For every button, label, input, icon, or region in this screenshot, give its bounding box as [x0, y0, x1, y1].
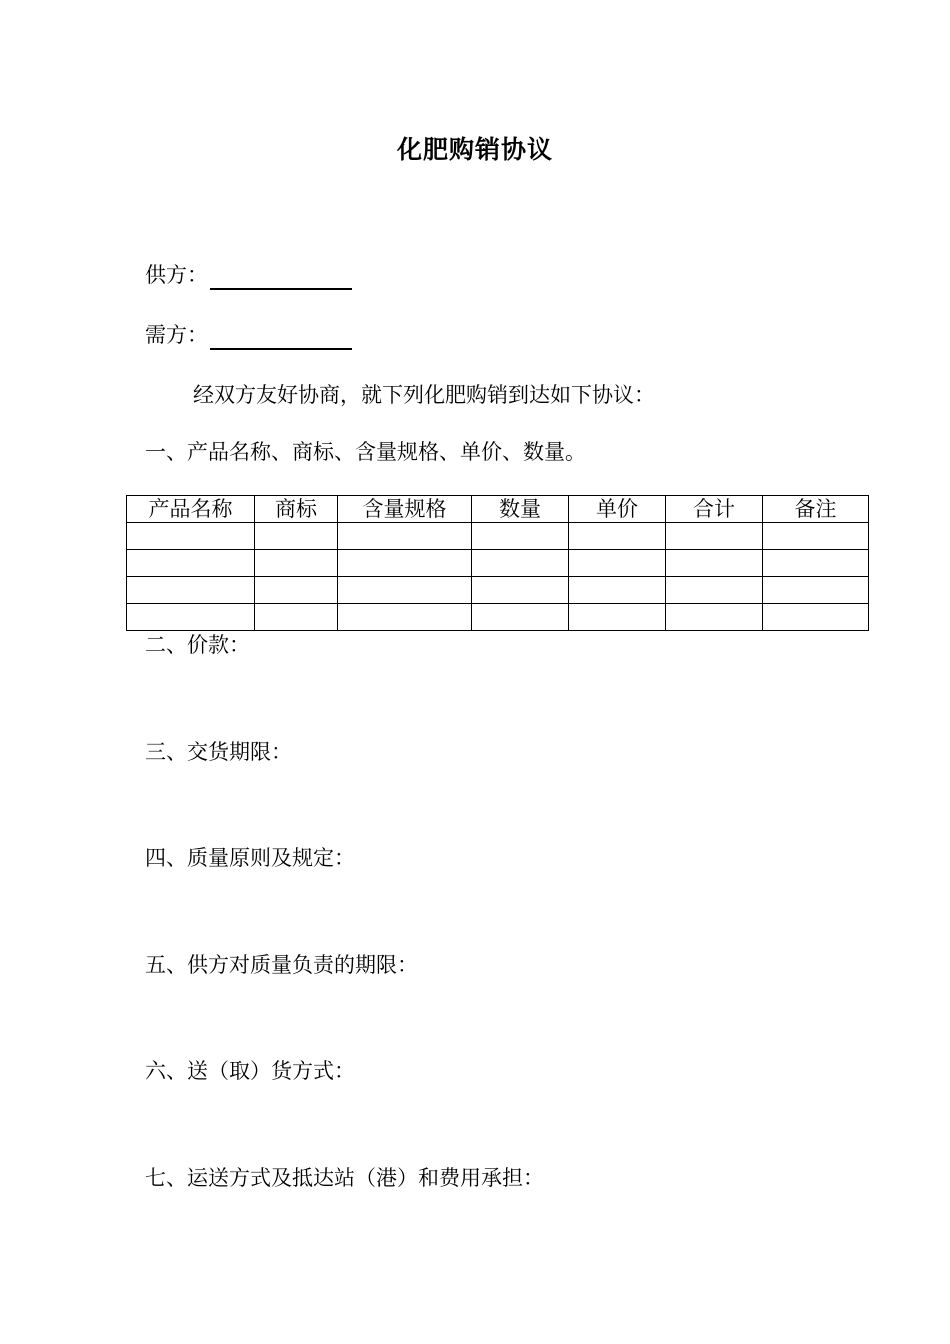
section-heading-1: 一、产品名称、商标、含量规格、单价、数量。 — [145, 440, 586, 464]
table-cell — [338, 577, 472, 604]
header-specification: 含量规格 — [338, 496, 472, 523]
table-cell — [666, 604, 763, 631]
table-cell — [338, 523, 472, 550]
table-cell — [763, 550, 869, 577]
table-cell — [569, 523, 666, 550]
table-cell — [472, 577, 569, 604]
header-trademark: 商标 — [255, 496, 338, 523]
header-quantity: 数量 — [472, 496, 569, 523]
table-cell — [127, 550, 255, 577]
table-cell — [763, 523, 869, 550]
table-row — [127, 604, 869, 631]
buyer-line — [145, 320, 352, 350]
section-heading-6: 六、送（取）货方式： — [145, 1059, 355, 1083]
document-title: 化肥购销协议 — [396, 135, 553, 164]
header-remarks: 备注 — [763, 496, 869, 523]
table-cell — [255, 604, 338, 631]
table-cell — [255, 523, 338, 550]
header-unit-price: 单价 — [569, 496, 666, 523]
table-cell — [666, 523, 763, 550]
table-cell — [666, 550, 763, 577]
table-cell — [338, 604, 472, 631]
table-cell — [666, 577, 763, 604]
table-cell — [763, 604, 869, 631]
table-row — [127, 577, 869, 604]
buyer-label: 需方： — [145, 323, 208, 347]
table-cell — [338, 550, 472, 577]
header-total: 合计 — [666, 496, 763, 523]
table-row — [127, 523, 869, 550]
table-header-row — [127, 496, 869, 523]
section-heading-3: 三、交货期限： — [145, 740, 292, 764]
table-cell — [255, 550, 338, 577]
intro-paragraph: 经双方友好协商，就下列化肥购销到达如下协议： — [193, 383, 655, 407]
table-cell — [472, 523, 569, 550]
table-cell — [255, 577, 338, 604]
section-heading-2: 二、价款： — [145, 633, 250, 657]
table-cell — [472, 550, 569, 577]
supplier-label: 供方： — [145, 263, 208, 287]
header-product-name: 产品名称 — [127, 496, 255, 523]
table-cell — [569, 604, 666, 631]
table-cell — [127, 577, 255, 604]
table-cell — [569, 550, 666, 577]
table-cell — [127, 604, 255, 631]
section-heading-4: 四、质量原则及规定： — [145, 846, 355, 870]
supplier-line — [145, 260, 352, 290]
buyer-blank — [210, 326, 352, 350]
table-row — [127, 550, 869, 577]
table-cell — [127, 523, 255, 550]
section-heading-5: 五、供方对质量负责的期限： — [145, 953, 418, 977]
table-cell — [472, 604, 569, 631]
table-cell — [763, 577, 869, 604]
table-cell — [569, 577, 666, 604]
product-table — [126, 495, 869, 631]
section-heading-7: 七、运送方式及抵达站（港）和费用承担： — [145, 1166, 544, 1190]
supplier-blank — [210, 266, 352, 290]
